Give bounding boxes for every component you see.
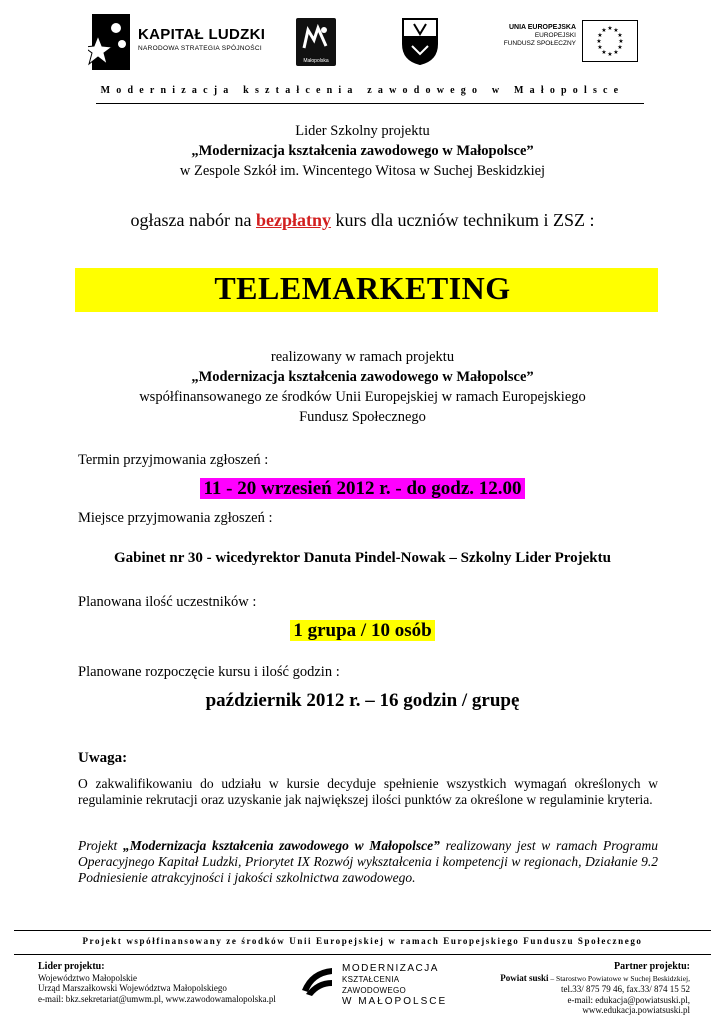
kapital-ludzki-subtitle: NARODOWA STRATEGIA SPÓJNOŚCI bbox=[138, 45, 262, 52]
logo-line-3: W MAŁOPOLSCE bbox=[342, 996, 448, 1007]
crest-icon bbox=[400, 16, 440, 66]
footer-partner-desc: – Starostwo Powiatowe w Suchej Beskidzkiej, bbox=[548, 973, 690, 983]
kapital-ludzki-title: KAPITAŁ LUDZKI bbox=[138, 26, 266, 43]
note-text: O zakwalifikowaniu do udziału w kursie decyduje spełnienie wszystkich wymagań określonych w regulaminie rekrutacji oraz uzyskanie jak największej ilości punktów za określone w regulaminie kryteria. bbox=[78, 776, 658, 807]
eu-text bbox=[488, 24, 576, 48]
participants-value-row bbox=[0, 620, 725, 642]
announcement-free: bezpłatny bbox=[255, 210, 331, 230]
svg-text:★: ★ bbox=[601, 27, 607, 34]
project-line-4: Fundusz Społecznego bbox=[299, 409, 426, 425]
announcement bbox=[0, 210, 725, 231]
course-title: TELEMARKETING bbox=[214, 270, 511, 306]
note-heading: Uwaga: bbox=[78, 750, 128, 766]
eu-flag-icon bbox=[582, 20, 638, 62]
intro-line-3: w Zespole Szkół im. Wincentego Witosa w Suchej Beskidzkiej bbox=[179, 163, 546, 179]
header-divider bbox=[96, 103, 644, 104]
svg-text:★: ★ bbox=[613, 27, 619, 34]
modernizacja-logo-text bbox=[342, 963, 458, 1007]
intro-line-1: Lider Szkolny projektu bbox=[295, 123, 430, 139]
kapital-ludzki-logo bbox=[88, 14, 273, 70]
svg-text:★: ★ bbox=[597, 32, 603, 39]
term-label: Termin przyjmowania zgłoszeń : bbox=[78, 452, 269, 468]
footer-partner-label: Partner projektu: bbox=[613, 961, 690, 972]
footer-leader-label: Lider projektu: bbox=[38, 961, 105, 972]
participants-value: 1 grupa / 10 osób bbox=[290, 620, 434, 641]
place-label: Miejsce przyjmowania zgłoszeń : bbox=[78, 510, 273, 526]
announcement-pre: ogłasza nabór na bbox=[130, 210, 256, 230]
footer-partner-name: Powiat suski bbox=[500, 972, 549, 983]
powiat-crest-logo bbox=[400, 16, 440, 66]
project-line-1: realizowany w ramach projektu bbox=[270, 349, 455, 365]
participants-label: Planowana ilość uczestników : bbox=[78, 594, 257, 610]
footer-banner: Projekt współfinansowany ze środków Unii Europejskiej w ramach Europejskiego Funduszu Społecznego bbox=[82, 936, 643, 946]
start-label: Planowane rozpoczęcie kursu i ilość godzin : bbox=[78, 664, 340, 680]
intro-project-name: „Modernizacja kształcenia zawodowego w Małopolsce” bbox=[191, 143, 534, 159]
header-banner: Modernizacja kształcenia zawodowego w Małopolsce bbox=[100, 85, 625, 96]
place-value: Gabinet nr 30 - wicedyrektor Danuta Pindel-Nowak – Szkolny Lider Projektu bbox=[114, 550, 611, 566]
logo-line-2: KSZTAŁCENIA ZAWODOWEGO bbox=[342, 975, 407, 995]
footer-leader-line-3: e-mail: bkz.sekretariat@umwm.pl, www.zawodowamalopolska.pl bbox=[38, 993, 276, 1004]
footer-leader bbox=[38, 962, 276, 1004]
project-line-3: współfinansowanego ze środków Unii Europejskiej w ramach Europejskiego bbox=[139, 389, 586, 405]
malopolska-label: Małopolska bbox=[303, 58, 329, 64]
svg-text:★: ★ bbox=[597, 44, 603, 51]
note-project-name: „Modernizacja kształcenia zawodowego w Małopolsce” bbox=[122, 838, 440, 853]
eu-line-3: FUNDUSZ SPOŁECZNY bbox=[503, 40, 576, 47]
footer-partner-line-2: tel.33/ 875 79 46, fax.33/ 874 15 52 bbox=[561, 984, 690, 994]
malopolska-logo bbox=[296, 18, 336, 66]
footer-divider-top bbox=[14, 930, 711, 931]
footer-partner bbox=[460, 962, 690, 1016]
note-project bbox=[78, 838, 658, 886]
svg-text:★: ★ bbox=[617, 44, 623, 51]
svg-text:★: ★ bbox=[601, 49, 607, 56]
modernizacja-mark-icon bbox=[298, 960, 336, 998]
kapital-ludzki-star-icon bbox=[88, 14, 132, 70]
svg-text:★: ★ bbox=[607, 25, 613, 32]
eu-line-1: UNIA EUROPEJSKA bbox=[508, 24, 576, 31]
note-project-post: realizowany jest w ramach Programu Operacyjnego Kapitał Ludzki, Priorytet IX Rozwój wykształcenia i kompetencji w regionach, Działanie 9.2 Podniesienie atrakcyjności i jakości szkolnictwa zawodowego. bbox=[78, 838, 659, 885]
footer-partner-line-1 bbox=[460, 973, 690, 985]
svg-text:★: ★ bbox=[618, 38, 624, 45]
announcement-post: kurs dla uczniów technikum i ZSZ : bbox=[331, 210, 595, 230]
malopolska-icon bbox=[296, 18, 336, 58]
term-value-row bbox=[0, 478, 725, 500]
footer-divider-bottom bbox=[14, 954, 711, 955]
term-value: 11 - 20 wrzesień 2012 r. - do godz. 12.00 bbox=[200, 478, 524, 499]
start-value: październik 2012 r. – 16 godzin / grupę bbox=[205, 690, 520, 711]
eu-line-2: EUROPEJSKI bbox=[534, 32, 576, 39]
footer-leader-line-1: Województwo Małopolskie bbox=[38, 972, 138, 983]
footer-partner-line-3: e-mail: edukacja@powiatsuski.pl, www.edukacja.powiatsuski.pl bbox=[567, 994, 690, 1015]
note-project-pre: Projekt bbox=[78, 838, 123, 853]
logo-line-1: MODERNIZACJA bbox=[342, 963, 439, 974]
svg-text:★: ★ bbox=[613, 49, 619, 56]
svg-text:★: ★ bbox=[607, 51, 613, 58]
svg-text:★: ★ bbox=[617, 32, 623, 39]
modernizacja-logo bbox=[298, 960, 458, 1007]
project-name: „Modernizacja kształcenia zawodowego w Małopolsce” bbox=[191, 369, 534, 385]
footer-leader-line-2: Urząd Marszałkowski Województwa Małopolskiego bbox=[38, 983, 227, 993]
svg-text:★: ★ bbox=[596, 38, 602, 45]
